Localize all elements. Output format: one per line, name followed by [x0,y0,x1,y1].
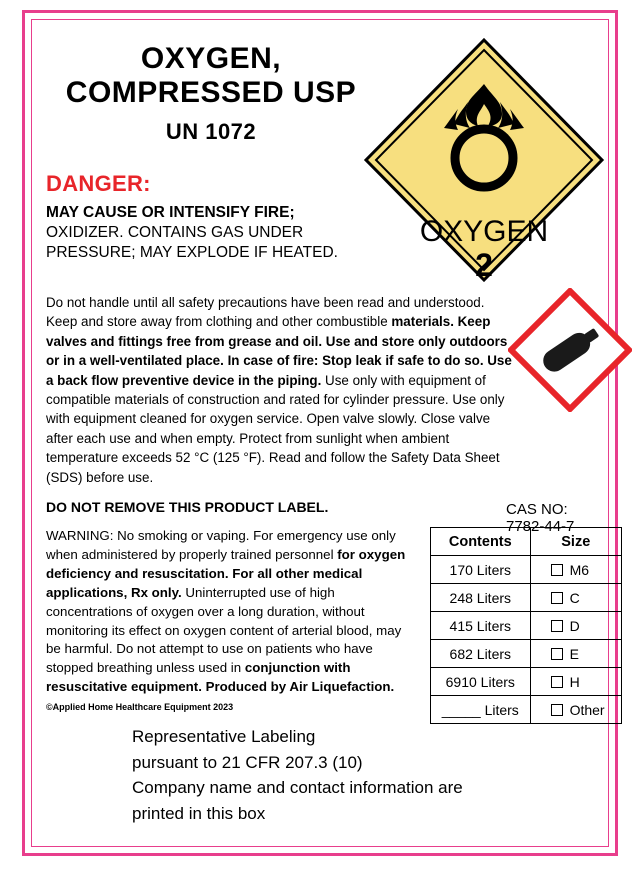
checkbox-icon[interactable] [551,620,563,632]
warning-part-1: WARNING: No smoking or vaping. For emergency use only when administered by properly trained personnel [46,528,396,563]
table-row [431,612,622,640]
precaution-part-2: Use only with equipment of compatible materials of construction and rated for cylinder pressure. Use only with equipment cleaned for oxygen service. Open valve slowly. Close valve after each use and when empty. Protect from sunlight when ambient temperature exceeds 52 °C (125 °F). Read and follow the Safety Data Sheet (SDS) before use. [46,372,505,485]
checkbox-icon[interactable] [551,564,563,576]
size-option[interactable] [530,696,621,724]
cas-number: CAS NO: 7782-44-7 [506,501,575,535]
checkbox-icon[interactable] [551,676,563,688]
product-label [22,10,618,856]
table-row [431,640,622,668]
lower-section [46,527,605,727]
hazard-statements [46,203,376,263]
size-label: E [569,645,579,662]
table-header-contents: Contents [431,528,531,556]
label-content [32,20,608,846]
contents-value: _____ Liters [431,696,531,724]
label-inner-border [31,19,609,847]
table-row [431,556,622,584]
size-label: Other [569,701,605,718]
size-label: M6 [569,561,590,578]
size-option[interactable] [530,668,621,696]
size-option[interactable] [530,640,621,668]
table-header-size: Size [530,528,621,556]
size-option[interactable] [530,584,621,612]
checkbox-icon[interactable] [551,648,563,660]
precautionary-statements [46,293,516,487]
footer-line-1: Representative Labeling [132,727,316,746]
precaution-part-bold: materials. Keep valves and fittings free from grease and oil. Use and store only outdoors or in a well-ventilated place. In case of fire: Stop leak if safe to do so. Use a back flow preventive device in the piping. [46,314,512,388]
warning-bold-2: conjunction with resuscitative equipment. Produced by Air Liquefaction. [46,660,395,695]
footer-line-3: Company name and contact information are [132,778,463,797]
oxidizer-placard [362,36,606,284]
size-option[interactable] [530,556,621,584]
ghs-gas-cylinder-pictogram [508,288,632,412]
table-row [431,668,622,696]
warning-bold-1: for oxygen deficiency and resuscitation. For all other medical applications, Rx only. [46,547,406,600]
oxidizer-placard-class: 2 [475,247,493,283]
warning-text [46,527,418,716]
signal-word: DANGER: [46,171,151,197]
do-not-remove-notice: DO NOT REMOVE THIS PRODUCT LABEL. [46,499,329,516]
copyright-notice: ©Applied Home Healthcare Equipment 2023 [46,702,234,713]
checkbox-icon[interactable] [551,592,563,604]
size-label: D [569,617,580,634]
precaution-part-1: Do not handle until all safety precautions have been read and understood. Keep and store away from clothing and other combustible [46,294,485,330]
size-option[interactable] [530,612,621,640]
contents-value: 682 Liters [431,640,531,668]
contents-size-table [430,527,622,724]
un-number: UN 1072 [165,119,257,145]
footer-line-4: printed in this box [132,803,266,823]
size-label: C [569,589,580,606]
hazard-statement-primary: MAY CAUSE OR INTENSIFY FIRE; [46,204,295,222]
checkbox-icon[interactable] [551,704,563,716]
company-info-box [46,724,594,826]
product-name-line-2: COMPRESSED USP [65,75,357,109]
contents-value: 248 Liters [431,584,531,612]
oxidizer-placard-word: OXYGEN [419,215,549,248]
size-label: H [569,673,580,690]
warning-part-2: Uninterrupted use of high concentrations of oxygen over a long duration, without monitoring its effect on oxygen content of arterial blood, may be harmful. Do not attempt to use on patients who have stopped breathing unless used in [46,584,402,676]
table-header-row [431,528,622,556]
table-row [431,696,622,724]
product-name-line-1: OXYGEN, [140,42,282,75]
contents-value: 170 Liters [431,556,531,584]
hazard-statement-secondary: OXIDIZER. CONTAINS GAS UNDER PRESSURE; MAY EXPLODE IF HEATED. [46,223,338,261]
oxidizer-placard-svg [362,36,606,284]
table-row [431,584,622,612]
contents-value: 415 Liters [431,612,531,640]
title-block [46,30,376,145]
gas-cylinder-icon [508,288,632,412]
contents-value: 6910 Liters [431,668,531,696]
footer-line-2: pursuant to 21 CFR 207.3 (10) [132,752,363,772]
